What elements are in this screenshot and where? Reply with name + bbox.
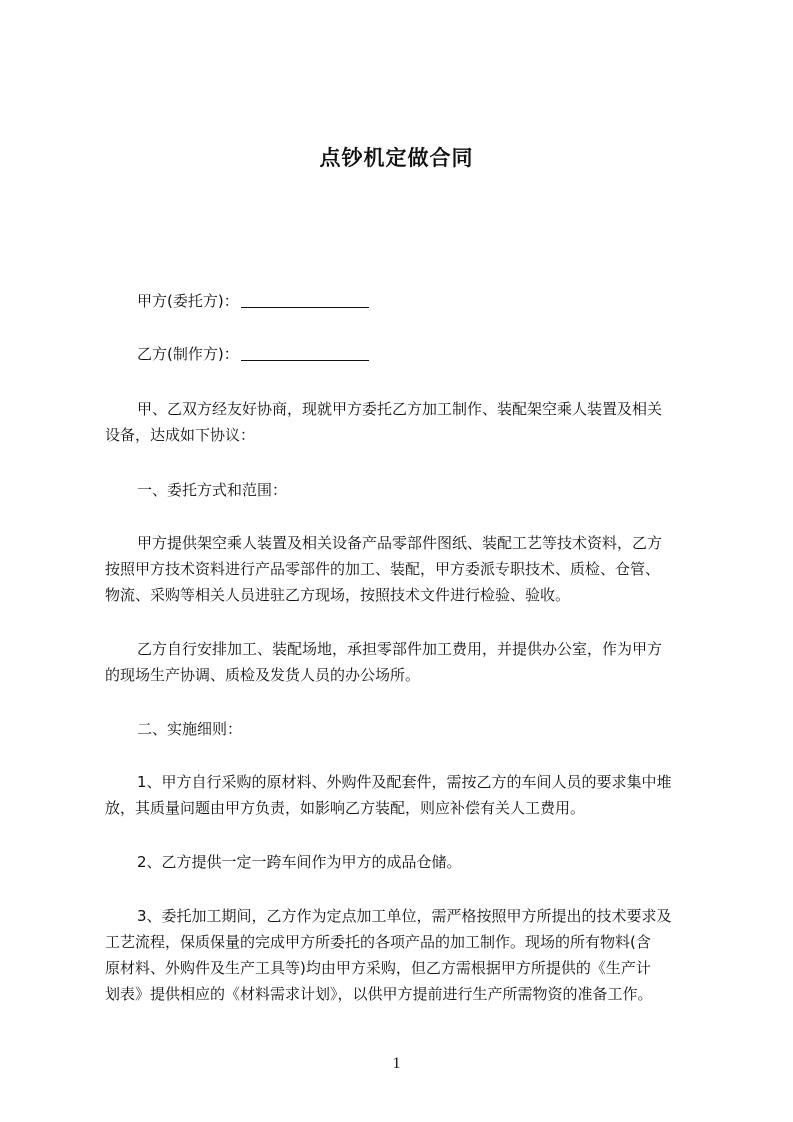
section-2-item-3-line-1: 3、委托加工期间，乙方作为定点加工单位，需严格按照甲方所提出的技术要求及	[137, 907, 672, 925]
party-b-label: 乙方(制作方)：	[137, 345, 239, 363]
party-b-blank	[241, 346, 369, 361]
section-2-item-1-line-2: 放，其质量问题由甲方负责，如影响乙方装配，则应补偿有关人工费用。	[105, 799, 586, 817]
section-2-item-2-line-1: 2、乙方提供一定一跨车间作为甲方的成品仓储。	[137, 853, 462, 871]
section-2-heading: 二、实施细则：	[137, 720, 243, 738]
intro-line-1: 甲、乙双方经友好协商，现就甲方委托乙方加工制作、装配架空乘人装置及相关	[137, 400, 663, 418]
party-a-line	[137, 290, 369, 312]
section-1-para-1-line-2: 按照甲方技术资料进行产品零部件的加工、装配，甲方委派专职技术、质检、仓管、	[105, 560, 661, 578]
section-1-heading: 一、委托方式和范围：	[137, 481, 288, 499]
section-1-para-1-line-1: 甲方提供架空乘人装置及相关设备产品零部件图纸、装配工艺等技术资料，乙方	[137, 534, 663, 552]
intro-line-2: 设备，达成如下协议：	[105, 426, 256, 444]
party-a-label: 甲方(委托方)：	[137, 292, 239, 310]
section-2-item-3-line-4: 划表》提供相应的《材料需求计划》，以供甲方提前进行生产所需物资的准备工作。	[105, 985, 653, 1003]
party-b-line	[137, 343, 369, 365]
section-2-item-1-line-1: 1、甲方自行采购的原材料、外购件及配套件，需按乙方的车间人员的要求集中堆	[137, 773, 672, 791]
page-number: 1	[392, 1055, 401, 1072]
section-1-para-2-line-2: 的现场生产协调、质检及发货人员的办公场所。	[105, 666, 421, 684]
party-a-blank	[241, 293, 369, 308]
section-1-para-1-line-3: 物流、采购等相关人员进驻乙方现场，按照技术文件进行检验、验收。	[105, 586, 571, 604]
section-1-para-2-line-1: 乙方自行安排加工、装配场地，承担零部件加工费用，并提供办公室，作为甲方	[137, 640, 663, 658]
document-title: 点钞机定做合同	[319, 146, 474, 170]
section-2-item-3-line-2: 工艺流程，保质保量的完成甲方所委托的各项产品的加工制作。现场的所有物料(含	[105, 933, 651, 951]
section-2-item-3-line-3: 原材料、外购件及生产工具等)均由甲方采购，但乙方需根据甲方所提供的《生产计	[105, 959, 651, 977]
